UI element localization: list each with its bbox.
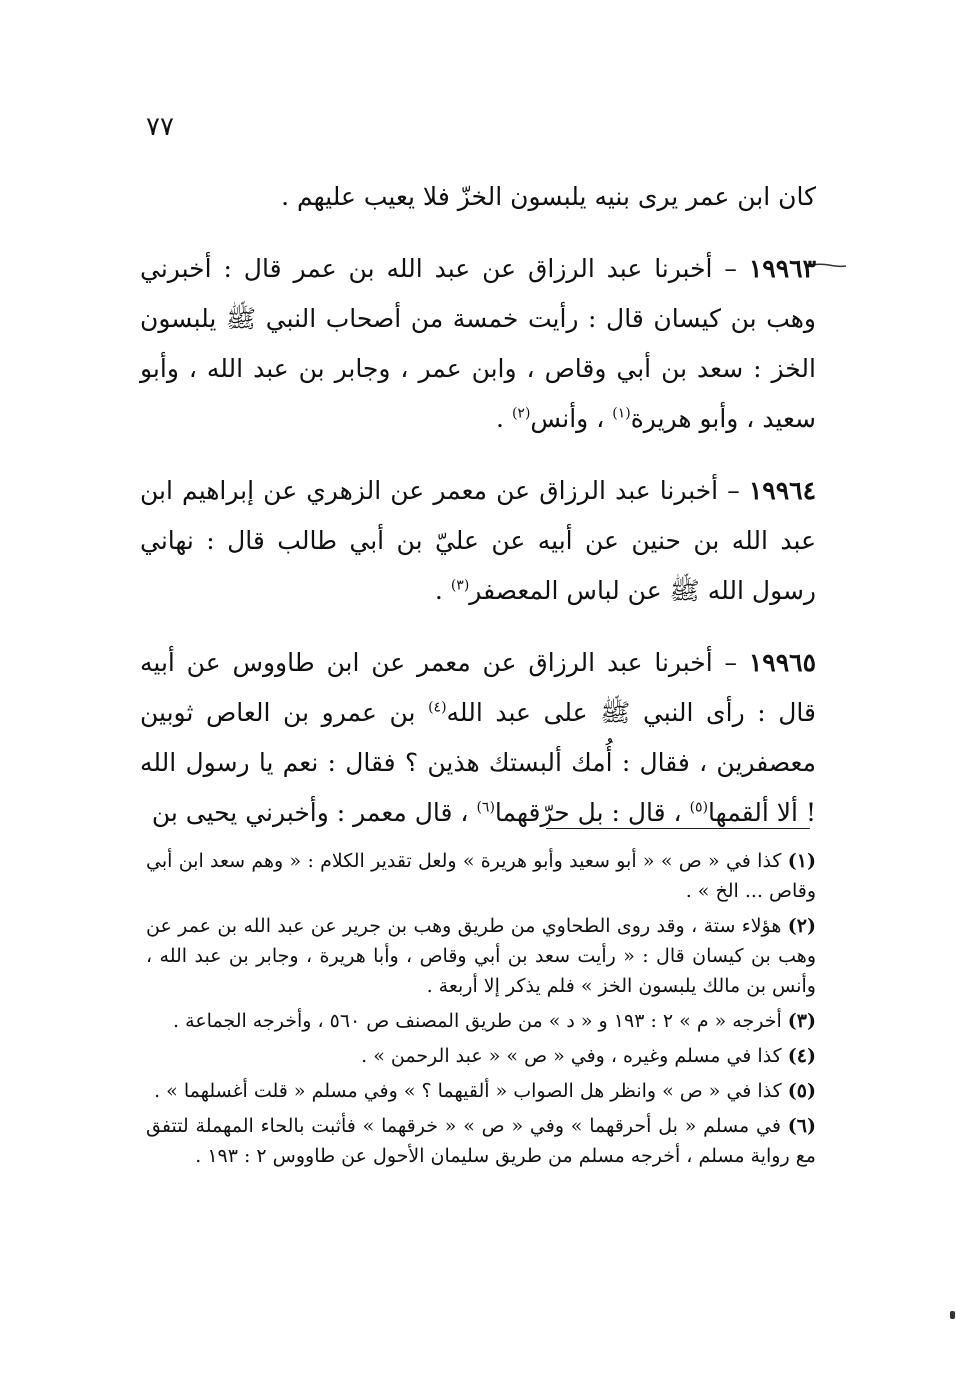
page-number: ٧٧ bbox=[146, 112, 174, 142]
scan-mark bbox=[950, 1311, 955, 1319]
footnote-3 bbox=[146, 1006, 816, 1036]
footnote-5 bbox=[146, 1076, 816, 1106]
hadith-text: بن عمرو بن العاص ثوبين معصفرين ، فقال : أُمك ألبستك هذين ؟ فقال : نعم يا رسول الله ! ألا ألقمها bbox=[140, 698, 816, 827]
footnote-text: كذا في مسلم وغيره ، وفي « ص » « عبد الرحمن » . bbox=[361, 1045, 782, 1067]
footnote-text: هؤلاء ستة ، وقد روى الطحاوي من طريق وهب بن جرير عن عبد الله بن عمر عن وهب بن كيسان قال : « رأيت سعد بن أبي وقاص ، وأبا هريرة ، وجابر بن عبد الله ، وأنس بن مالك يلبسون الخز » فلم يذكر إلا أربعة . bbox=[146, 915, 816, 997]
footnote-number: (٣) bbox=[787, 1010, 816, 1032]
hadith-text: . bbox=[496, 404, 512, 433]
hadith-number: ١٩٩٦٣ bbox=[748, 254, 817, 283]
footnote-text: كذا في « ص » وانظر هل الصواب « ألقيهما ؟ » وفي مسلم « قلت أغسلهما » . bbox=[154, 1080, 782, 1102]
hadith-19964 bbox=[140, 466, 816, 616]
footnote-ref: (٦) bbox=[476, 799, 495, 816]
hadith-number: ١٩٩٦٥ bbox=[748, 648, 816, 677]
hadith-19963 bbox=[140, 244, 816, 444]
footnote-text: في مسلم « بل أحرقهما » وفي « ص » « خرقهما » فأثبت بالحاء المهملة لتتفق مع رواية مسلم ، أخرجه مسلم من طريق سليمان الأحول عن طاووس ٢ : ١٩٣ . bbox=[146, 1115, 816, 1167]
hadith-number: ١٩٩٦٤ bbox=[748, 476, 816, 505]
hadith-text: – أخبرنا عبد الرزاق عن عبد الله بن عمر قال : أخبرني وهب بن كيسان قال : رأيت خمسة من أصحاب النبي ﷺ يلبسون الخز : سعد بن أبي وقاص ، وابن عمر ، وجابر بن عبد الله ، وأبو سعيد ، وأبو هريرة bbox=[140, 254, 816, 433]
footnote-ref: (٤) bbox=[428, 699, 447, 716]
footnote-2 bbox=[146, 911, 816, 1001]
hadith-text: ، قال معمر : وأخبرني يحيى بن bbox=[151, 798, 477, 827]
intro-paragraph: كان ابن عمر يرى بنيه يلبسون الخزّ فلا يعيب عليهم . bbox=[281, 182, 816, 211]
hadith-text: – أخبرنا عبد الرزاق عن معمر عن ابن طاووس عن أبيه قال : رأى النبي ﷺ على عبد الله bbox=[140, 648, 816, 727]
footnote-number: (٢) bbox=[787, 915, 816, 937]
hadith-text: . bbox=[434, 576, 451, 605]
footnote-4 bbox=[146, 1041, 816, 1071]
footnote-ref: (٥) bbox=[689, 799, 709, 816]
hadith-text: – أخبرنا عبد الرزاق عن معمر عن الزهري عن إبراهيم ابن عبد الله بن حنين عن أبيه عن عليّ بن أبي طالب قال : نهاني رسول الله ﷺ عن لباس المعصفر bbox=[140, 476, 816, 605]
footnote-text: أخرجه « م » ٢ : ١٩٣ و « د » من طريق المصنف ص ٥٦٠ ، وأخرجه الجماعة . bbox=[173, 1010, 782, 1032]
hadith-19965 bbox=[140, 638, 816, 838]
footnote-text: كذا في « ص » « أبو سعيد وأبو هريرة » ولعل تقدير الكلام : « وهم سعد ابن أبي وقاص ... الخ » . bbox=[146, 850, 816, 902]
footnote-separator bbox=[546, 828, 810, 829]
footnote-ref: (١) bbox=[612, 405, 631, 422]
hadith-text: ، وأنس bbox=[530, 404, 613, 433]
footnote-1 bbox=[146, 846, 816, 906]
footnote-ref: (٣) bbox=[450, 577, 470, 594]
footnote-number: (١) bbox=[787, 850, 816, 872]
footnote-number: (٦) bbox=[787, 1115, 816, 1137]
footnote-number: (٤) bbox=[787, 1045, 816, 1067]
footnote-6 bbox=[146, 1111, 816, 1171]
hadith-text: ، قال : بل حرّقهما bbox=[494, 798, 690, 827]
main-text bbox=[140, 172, 816, 838]
footnote-number: (٥) bbox=[787, 1080, 816, 1102]
footnote-ref: (٢) bbox=[511, 405, 531, 422]
footnotes bbox=[146, 846, 816, 1176]
